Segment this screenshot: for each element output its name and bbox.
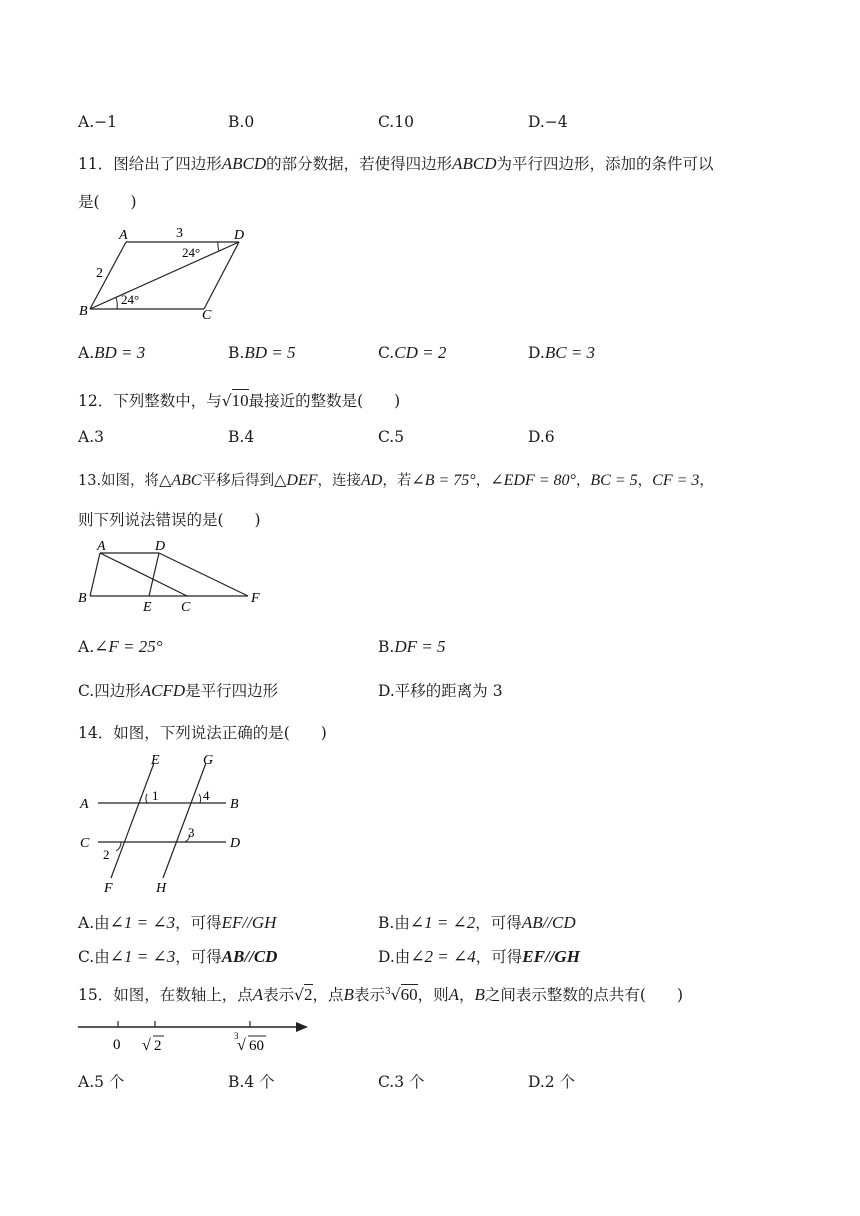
q12-option-d: D.6 [528,428,555,446]
q12-sqrt-symbol: √ [221,392,232,410]
q12-radicand: 10 [231,391,249,410]
q11-side-ad-length: 3 [176,226,183,241]
q10-option-d: D.−4 [528,113,568,131]
q14-parallel-lines-figure [76,748,256,898]
q11-option-c: C.CD = 2 [378,343,447,362]
q10-option-c: C.10 [378,113,414,131]
q11-label-c: C [202,308,212,322]
q13-option-a: A.∠F = 25° [78,637,163,656]
q15-axis-label-sqrt2: 2 [154,1038,162,1054]
q11-diagonal-bd [90,242,239,309]
q14-option-c: C.由∠1 = ∠3，可得AB//CD [78,947,278,966]
q14-angle-1-label: 1 [152,788,159,803]
q13-math-expr: △DEF [274,472,318,489]
q15-arrow-icon [296,1022,308,1032]
q11-stem-text-c: 为平行四边形，添加的条件可以 [496,155,714,173]
q14-line-gh [163,763,206,878]
q13-option-a-expr: ∠F = 25° [94,637,163,656]
q13-label-f: F [251,591,260,606]
q11-stem-text-a: 11．图给出了四边形 [78,155,222,173]
q12-option-a: A.3 [78,428,104,446]
q11-quad-label-2: ABCD [452,154,497,173]
q12-option-b: B.4 [228,428,255,446]
q15-axis-label-zero: 0 [113,1037,121,1053]
q14-label-c: C [80,836,90,851]
q14-option-a: A.由∠1 = ∠3，可得EF//GH [78,913,277,932]
q14-angle-arc-2 [116,842,121,851]
q11-quad-label: ABCD [221,154,267,173]
q13-label-c: C [181,600,191,615]
q15-option-a: A.5 个 [78,1073,125,1091]
q13-stem-text: 13.如图，将 [78,473,160,489]
q11-stem-text-b: 的部分数据，若使得四边形 [266,155,453,173]
q11-option-b: B.BD = 5 [228,343,296,362]
q11-label-d: D [234,228,245,243]
q11-option-d-expr: BC = 3 [544,343,596,362]
q11-option-b-expr: BD = 5 [244,343,296,362]
q11-angle-arc-b [116,297,117,309]
q10-option-a: A.−1 [78,113,117,131]
q11-parallelogram-figure [76,222,256,322]
q13-stem-text: 平移后得到 [201,473,275,489]
q13-segment-df [159,553,248,596]
q14-label-e: E [151,753,160,768]
q11-segment-dc [204,242,239,309]
q13-label-a: A [97,539,106,554]
q15-cbrt-symbol: √ [390,986,401,1004]
q13-label-d: D [155,539,166,554]
q15-axis-label-cbrt-symbol: √ [237,1037,246,1054]
q12-stem: 12．下列整数中，与√10最接近的整数是( ) [78,391,401,410]
q15-option-b: B.4 个 [228,1073,275,1091]
q11-angle-b-label: 24° [121,292,140,307]
q13-math-expr: ∠B = 75° [411,472,476,489]
q14-label-b: B [230,797,239,812]
q15-axis-label-sqrt-symbol: √ [142,1037,151,1054]
q13-option-c: C.四边形ACFD是平行四边形 [78,681,279,700]
q13-math-expr: △ABC [159,472,202,489]
q14-label-f: F [104,881,113,896]
q11-stem-line2: 是( ) [78,193,137,211]
q13-label-b: B [78,591,87,606]
q13-stem-line2: 则下列说法错误的是( ) [78,511,261,529]
q11-side-ab-length: 2 [96,266,103,281]
q11-option-c-expr: CD = 2 [394,343,447,362]
q13-stem-text: ，若 [382,473,412,489]
q15-number-line-figure [76,1015,316,1057]
q11-angle-d-label: 24° [182,245,201,260]
q10-option-b: B.0 [228,113,255,131]
q13-stem-text: ， [475,473,491,489]
q15-axis-label-cbrt-index: 3 [234,1031,239,1041]
q11-option-d: D.BC = 3 [528,343,596,362]
q13-math-expr: ∠EDF = 80° [490,472,576,489]
q14-label-g: G [203,753,214,768]
q14-line-ef [111,763,154,878]
q13-stem-line1 [78,469,714,490]
q14-stem: 14．如图，下列说法正确的是( ) [78,724,327,742]
q13-math-expr: BC = 5 [590,472,638,489]
q13-option-d: D.平移的距离为 3 [378,682,503,700]
q12-option-c: C.5 [378,428,405,446]
q11-stem-line1 [78,152,714,174]
q14-angle-3-label: 3 [188,825,195,840]
q13-math-expr: AD [361,472,383,489]
q13-stem-text: ， [699,473,714,489]
q13-segment-de [149,553,159,596]
q11-label-a: A [119,228,128,243]
q15-option-d: D.2 个 [528,1073,576,1091]
q11-angle-arc-d [218,242,219,251]
q13-stem-text: ，连接 [317,473,361,489]
q15-axis-label-cbrt60: 60 [249,1038,264,1054]
q11-option-a-expr: BD = 3 [94,343,146,362]
q13-stem-text: ， [637,473,653,489]
q14-angle-arc-4 [199,794,201,803]
q14-label-a: A [80,797,89,812]
q14-label-d: D [230,836,241,851]
q13-stem-text: ， [575,473,591,489]
q13-segment-ab [90,553,100,596]
q13-label-e: E [143,600,152,615]
q14-option-d: D.由∠2 = ∠4，可得EF//GH [378,947,580,966]
q13-translation-figure [76,535,276,615]
q15-sqrt-symbol: √ [294,986,305,1004]
q14-option-b: B.由∠1 = ∠2，可得AB//CD [378,913,576,932]
q13-math-expr: CF = 3 [652,472,700,489]
q11-label-b: B [79,304,88,319]
q13-option-b-expr: DF = 5 [394,637,446,656]
q13-segment-ac [100,553,187,596]
q13-option-b: B.DF = 5 [378,637,446,656]
q11-option-a: A.BD = 3 [78,343,146,362]
q14-angle-2-label: 2 [103,847,110,862]
q14-angle-arc-1 [146,794,147,803]
q13-option-c-quad: ACFD [140,681,186,700]
q15-stem: 15．如图，在数轴上，点A表示√2，点B表示$^3$√60，则A，B之间表示整数的点共有( ) [78,985,683,1004]
q15-option-c: C.3 个 [378,1073,425,1091]
q14-label-h: H [156,881,167,896]
q14-angle-4-label: 4 [203,788,210,803]
